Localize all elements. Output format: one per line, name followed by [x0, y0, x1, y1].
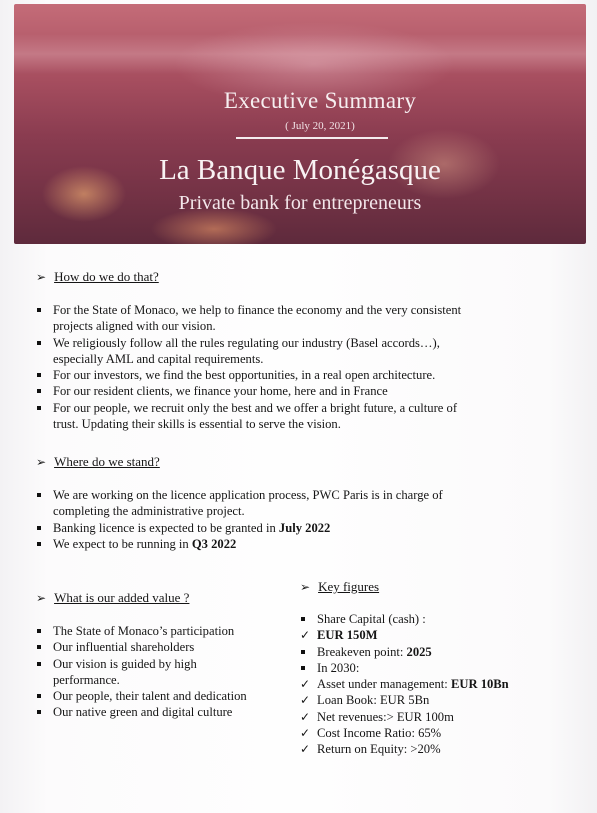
- list-item: For our people, we recruit only the best and we offer a bright future, a culture of: [36, 400, 566, 416]
- square-bullet-icon: [37, 493, 41, 497]
- breakeven-year: 2025: [406, 644, 432, 659]
- square-bullet-icon: [37, 662, 41, 666]
- checkmark-icon: ✓: [300, 742, 311, 757]
- list-item: Our vision is guided by high: [36, 656, 291, 672]
- bank-name: La Banque Monégasque: [159, 154, 441, 186]
- banner-divider: [236, 137, 388, 139]
- square-bullet-icon: [37, 694, 41, 698]
- how-bullet-list: [36, 302, 566, 432]
- list-item: ✓ Net revenues:> EUR 100m: [300, 709, 454, 724]
- list-item: Breakeven point: 2025: [300, 644, 570, 660]
- square-bullet-icon: [37, 526, 41, 530]
- section-heading-text: Where do we stand?: [54, 454, 160, 469]
- list-item: Share Capital (cash) :: [300, 611, 570, 627]
- square-bullet-icon: [37, 710, 41, 714]
- arrow-bullet-icon: ➢: [36, 269, 47, 284]
- section-heading-text: How do we do that?: [54, 269, 159, 284]
- list-item-continuation: performance.: [53, 672, 120, 687]
- square-bullet-icon: [37, 406, 41, 410]
- list-item-continuation: projects aligned with our vision.: [53, 319, 216, 334]
- header-banner: [14, 4, 586, 244]
- list-item-continuation: especially AML and capital requirements.: [53, 351, 264, 366]
- list-item-continuation: completing the administrative project.: [53, 504, 245, 519]
- list-item: For our resident clients, we finance your home, here and in France: [36, 383, 566, 399]
- value-bullet-list: [36, 623, 291, 721]
- banner-photo-sea: [14, 34, 586, 74]
- section-heading-how: [36, 269, 159, 285]
- list-item: Banking licence is expected to be granted in July 2022: [36, 520, 566, 536]
- list-item: We religiously follow all the rules regulating our industry (Basel accords…),: [36, 335, 566, 351]
- section-heading-stand: [36, 454, 160, 470]
- square-bullet-icon: [301, 650, 305, 654]
- list-item: We are working on the licence application process, PWC Paris is in charge of: [36, 487, 566, 503]
- running-date: Q3 2022: [191, 536, 237, 551]
- list-item: For the State of Monaco, we help to finance the economy and the very consistent: [36, 302, 566, 318]
- arrow-bullet-icon: ➢: [36, 454, 47, 469]
- section-heading-text: Key figures: [318, 579, 380, 594]
- checkmark-icon: ✓: [300, 677, 311, 692]
- checkmark-icon: ✓: [300, 726, 311, 741]
- banner-title: Executive Summary: [223, 88, 417, 113]
- list-item: Our people, their talent and dedication: [36, 688, 291, 704]
- stand-bullet-list: [36, 487, 566, 552]
- square-bullet-icon: [301, 617, 305, 621]
- figures-list: [300, 611, 570, 758]
- list-item: Our influential shareholders: [36, 639, 291, 655]
- arrow-bullet-icon: ➢: [300, 579, 311, 594]
- list-item: ✓ Loan Book: EUR 5Bn: [300, 693, 430, 708]
- section-heading-figures: [300, 579, 379, 595]
- square-bullet-icon: [37, 308, 41, 312]
- bank-tagline: Private bank for entrepreneurs: [178, 192, 422, 214]
- square-bullet-icon: [37, 645, 41, 649]
- section-heading-value: [36, 590, 189, 606]
- square-bullet-icon: [301, 666, 305, 670]
- arrow-bullet-icon: ➢: [36, 590, 47, 605]
- list-item: For our investors, we find the best opportunities, in a real open architecture.: [36, 367, 566, 383]
- list-item: ✓ Return on Equity: >20%: [300, 742, 441, 757]
- aum-value: EUR 10Bn: [450, 677, 509, 692]
- list-item: In 2030:: [300, 660, 570, 676]
- list-item: ✓ Cost Income Ratio: 65%: [300, 726, 442, 741]
- list-item-continuation: trust. Updating their skills is essential to serve the vision.: [53, 417, 341, 432]
- square-bullet-icon: [37, 629, 41, 633]
- list-item: [300, 627, 570, 643]
- square-bullet-icon: [37, 389, 41, 393]
- checkmark-icon: ✓: [300, 628, 311, 643]
- list-item: The State of Monaco’s participation: [36, 623, 291, 639]
- square-bullet-icon: [37, 373, 41, 377]
- checkmark-icon: ✓: [300, 693, 311, 708]
- list-item: ✓ Asset under management: EUR 10Bn: [300, 677, 509, 692]
- square-bullet-icon: [37, 542, 41, 546]
- list-item: We expect to be running in Q3 2022: [36, 536, 566, 552]
- square-bullet-icon: [37, 341, 41, 345]
- list-item: Our native green and digital culture: [36, 704, 291, 720]
- share-capital-value: EUR 150M: [317, 628, 378, 643]
- licence-date: July 2022: [278, 520, 331, 535]
- section-heading-text: What is our added value ?: [54, 590, 190, 605]
- banner-date: ( July 20, 2021): [285, 120, 355, 132]
- checkmark-icon: ✓: [300, 709, 311, 724]
